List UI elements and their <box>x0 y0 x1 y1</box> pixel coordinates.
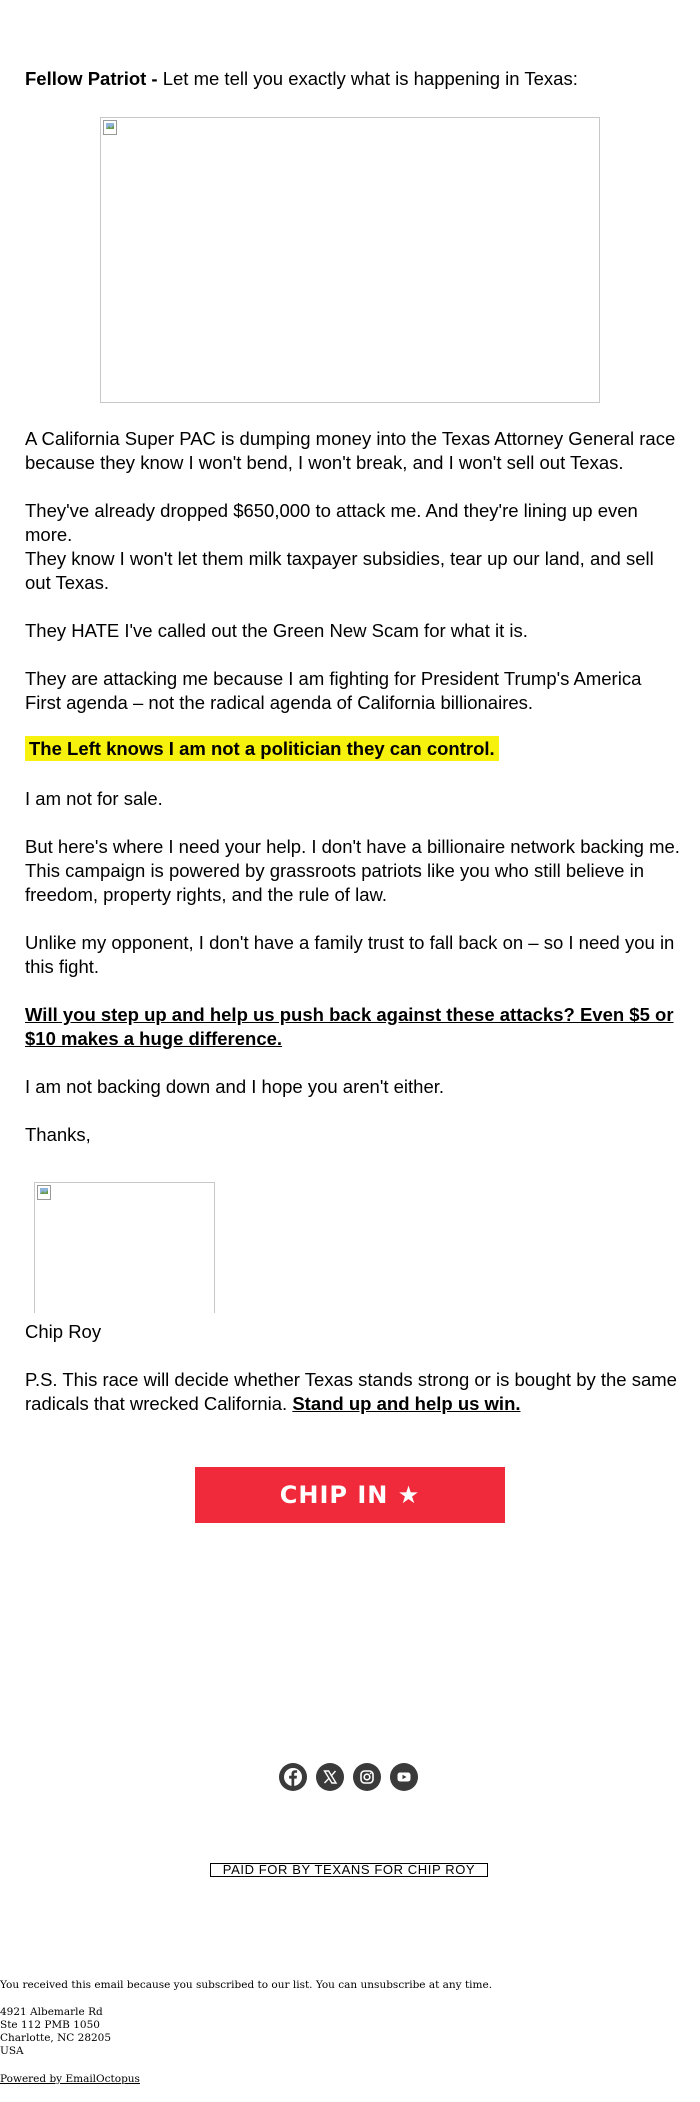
youtube-icon[interactable] <box>390 1763 418 1791</box>
social-links <box>279 1763 418 1791</box>
paid-for-disclaimer: PAID FOR BY TEXANS FOR CHIP ROY <box>210 1863 488 1877</box>
paragraph-8: Unlike my opponent, I don't have a family trust to fall back on – so I need you in this fight. <box>25 932 675 977</box>
footer-address <box>0 2006 560 2058</box>
cta-paragraph <box>25 1003 680 1051</box>
closing-paragraph: I am not backing down and I hope you aren't either. <box>25 1076 445 1097</box>
signoff: Thanks, <box>25 1124 91 1145</box>
address-line: Ste 112 PMB 1050 <box>0 2019 100 2031</box>
address-line: Charlotte, NC 28205 <box>0 2032 112 2044</box>
x-icon[interactable] <box>316 1763 344 1791</box>
signature-image <box>34 1182 215 1313</box>
broken-image-icon <box>103 120 117 135</box>
address-line: USA <box>0 2045 24 2057</box>
powered-by <box>0 2073 560 2086</box>
paragraph-6: I am not for sale. <box>25 788 163 809</box>
hero-image <box>100 117 600 403</box>
greeting-salutation: Fellow Patriot - <box>25 68 163 89</box>
greeting-text: Let me tell you exactly what is happening in Texas: <box>162 68 578 89</box>
instagram-icon[interactable] <box>353 1763 381 1791</box>
highlight-text: The Left knows I am not a politician they can control. <box>25 736 499 761</box>
paragraph-5: They are attacking me because I am fighting for President Trump's America First agenda – not the radical agenda of California billionaires. <box>25 668 642 713</box>
ps-paragraph <box>25 1368 680 1416</box>
broken-image-icon <box>37 1185 51 1200</box>
highlight-line <box>25 737 680 761</box>
paragraph-1: A California Super PAC is dumping money into the Texas Attorney General race because they know I won't bend, I won't break, and I won't sell out Texas. <box>25 428 676 473</box>
footer-notice: You received this email because you subscribed to our list. You can unsubscribe at any time. <box>0 1979 493 1991</box>
ps-text: P.S. This race will decide whether Texas stands strong or is bought by the same radicals that wrecked California. <box>25 1369 677 1414</box>
ps-donate-link[interactable]: Stand up and help us win. <box>292 1393 521 1414</box>
paragraph-4: They HATE I've called out the Green New Scam for what it is. <box>25 620 528 641</box>
greeting <box>25 67 680 91</box>
signature-name: Chip Roy <box>25 1321 102 1342</box>
chip-in-button[interactable]: CHIP IN ★ <box>195 1467 505 1523</box>
paragraph-7: But here's where I need your help. I don't have a billionaire network backing me. This campaign is powered by grassroots patriots like you who still believe in freedom, property rights, and the rule of law. <box>25 836 680 905</box>
powered-by-link[interactable]: Powered by EmailOctopus <box>0 2073 140 2085</box>
cta-donate-link[interactable]: Will you step up and help us push back against these attacks? Even $5 or $10 makes a huge difference. <box>25 1004 674 1049</box>
address-line: 4921 Albemarle Rd <box>0 2006 103 2018</box>
paragraph-2: They've already dropped $650,000 to attack me. And they're lining up even more. <box>25 500 638 545</box>
paragraph-3: They know I won't let them milk taxpayer subsidies, tear up our land, and sell out Texas. <box>25 548 654 593</box>
facebook-icon[interactable] <box>279 1763 307 1791</box>
